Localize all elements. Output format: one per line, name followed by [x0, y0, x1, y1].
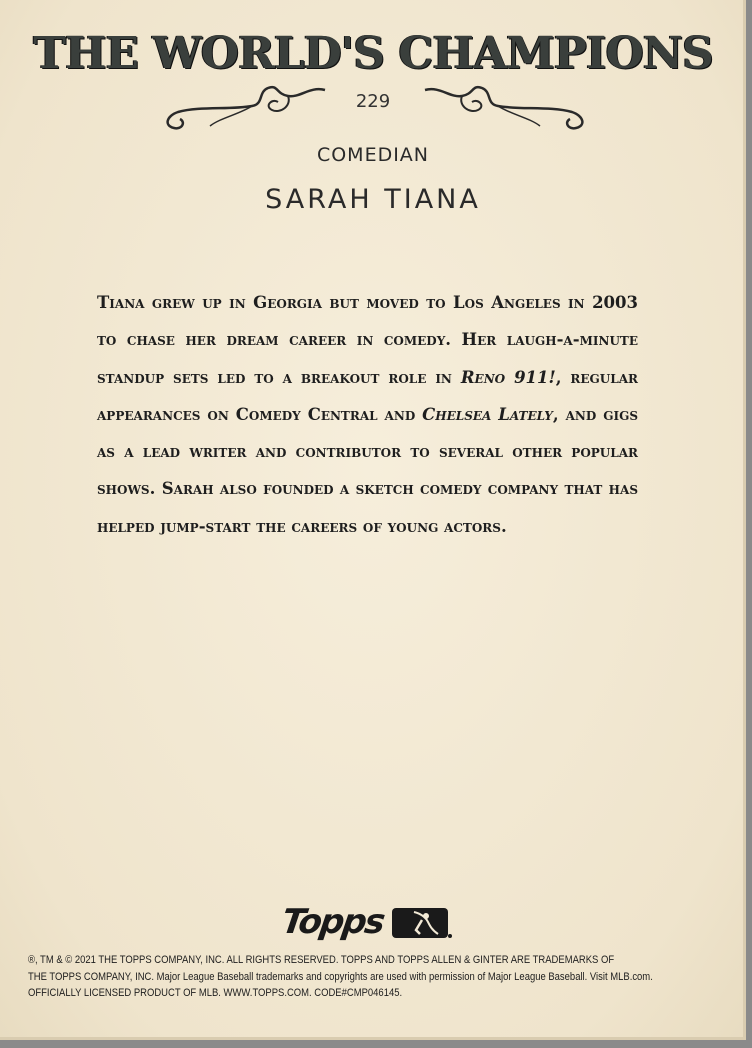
show-title-chelsea-lately: Chelsea Lately	[422, 404, 553, 424]
bio-part-3: , and gigs as a lead writer and contributor to several other popular shows. Sarah also founded a sketch comedy company that has helped jump-start the careers of young actors.	[97, 404, 638, 536]
legal-line-3: OFFICIALLY LICENSED PRODUCT OF MLB. WWW.TOPPS.COM. CODE#CMP046145.	[28, 987, 403, 999]
legal-line-2: THE TOPPS COMPANY, INC. Major League Baseball trademarks and copyrights are used with permission of Major League Baseball. Visit MLB.com.	[28, 970, 653, 983]
biography-text	[97, 284, 638, 545]
legal-text	[28, 952, 653, 1002]
legal-line-1: ®, TM & © 2021 THE TOPPS COMPANY, INC. ALL RIGHTS RESERVED. TOPPS AND TOPPS ALLEN & GINTER ARE TRADEMARKS OF	[28, 954, 615, 966]
topps-logo: Topps	[279, 902, 386, 942]
bio-part-1: Tiana grew up in Georgia but moved to Los Angeles in 2003 to chase her dream career in comedy. Her laugh-a-minute standup sets led to a breakout role in	[97, 293, 638, 387]
bio-part-2: , regular appearances on Comedy Central and	[97, 367, 638, 424]
person-name: SARAH TIANA	[265, 184, 481, 215]
card-number: 229	[355, 91, 391, 112]
logo-row	[0, 898, 746, 946]
show-title-reno-911: Reno 911!	[460, 367, 556, 387]
mlb-logo-icon	[392, 908, 452, 940]
occupation-label: COMEDIAN	[316, 144, 430, 166]
series-title: THE WORLD'S CHAMPIONS	[33, 28, 713, 79]
